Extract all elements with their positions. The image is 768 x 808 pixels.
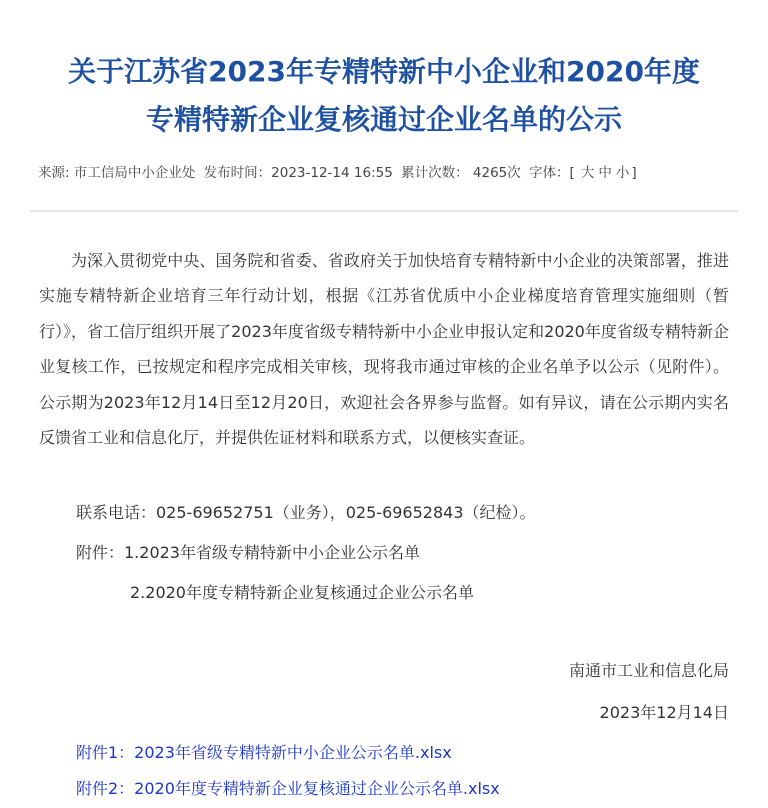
meta-font-close: ]: [631, 165, 637, 181]
attachments-intro: 附件：1.2023年省级专精特新中小企业公示名单: [76, 543, 420, 562]
font-size-small-button[interactable]: 小: [615, 165, 630, 181]
attachments-item-2: 2.2020年度专精特新企业复核通过企业公示名单: [130, 583, 474, 602]
attachment-link-2[interactable]: 附件2：2020年度专精特新企业复核通过企业公示名单.xlsx: [76, 779, 500, 798]
font-size-large-button[interactable]: 大: [580, 165, 595, 181]
title-line-1: 关于江苏省2023年专精特新中小企业和2020年度: [68, 55, 700, 88]
signature-org: 南通市工业和信息化局: [568, 661, 729, 680]
font-size-medium-button[interactable]: 中: [598, 165, 612, 181]
meta-source: 来源: 市工信局中小企业处: [38, 165, 196, 181]
body-paragraph: 为深入贯彻党中央、国务院和省委、省政府关于加快培育专精特新中小企业的决策部署，推进实施专精特新企业培育三年行动计划，根据《江苏省优质中小企业梯度培育管理实施细则（暂行）》，省工信厅组织开展了2023年度省级专精特新中小企业申报认定和2020年度省级专精特新企业复核工作，已按规定和程序完成相关审核，现将我市通过审核的企业名单予以公示（见附件）。公示期为2023年12月14日至12月20日，欢迎社会各界参与监督。如有异议，请在公示期内实名反馈省工业和信息化厅，并提供佐证材料和联系方式，以便核实查证。: [39, 251, 729, 448]
page-title: [0, 48, 768, 144]
signature-date: 2023年12月14日: [599, 703, 729, 722]
meta-publish-time: 发布时间：2023-12-14 16:55: [203, 165, 393, 181]
meta-font-label: 字体：[: [529, 165, 575, 181]
title-line-2: 专精特新企业复核通过企业名单的公示: [145, 103, 622, 136]
attachment-link-1[interactable]: 附件1：2023年省级专精特新中小企业公示名单.xlsx: [76, 743, 452, 762]
article-meta: [38, 161, 738, 181]
meta-view-count: 累计次数： 4265次: [401, 165, 521, 181]
divider: [30, 210, 738, 212]
contact-line: 联系电话：025-69652751（业务），025-69652843（纪检）。: [76, 503, 536, 522]
